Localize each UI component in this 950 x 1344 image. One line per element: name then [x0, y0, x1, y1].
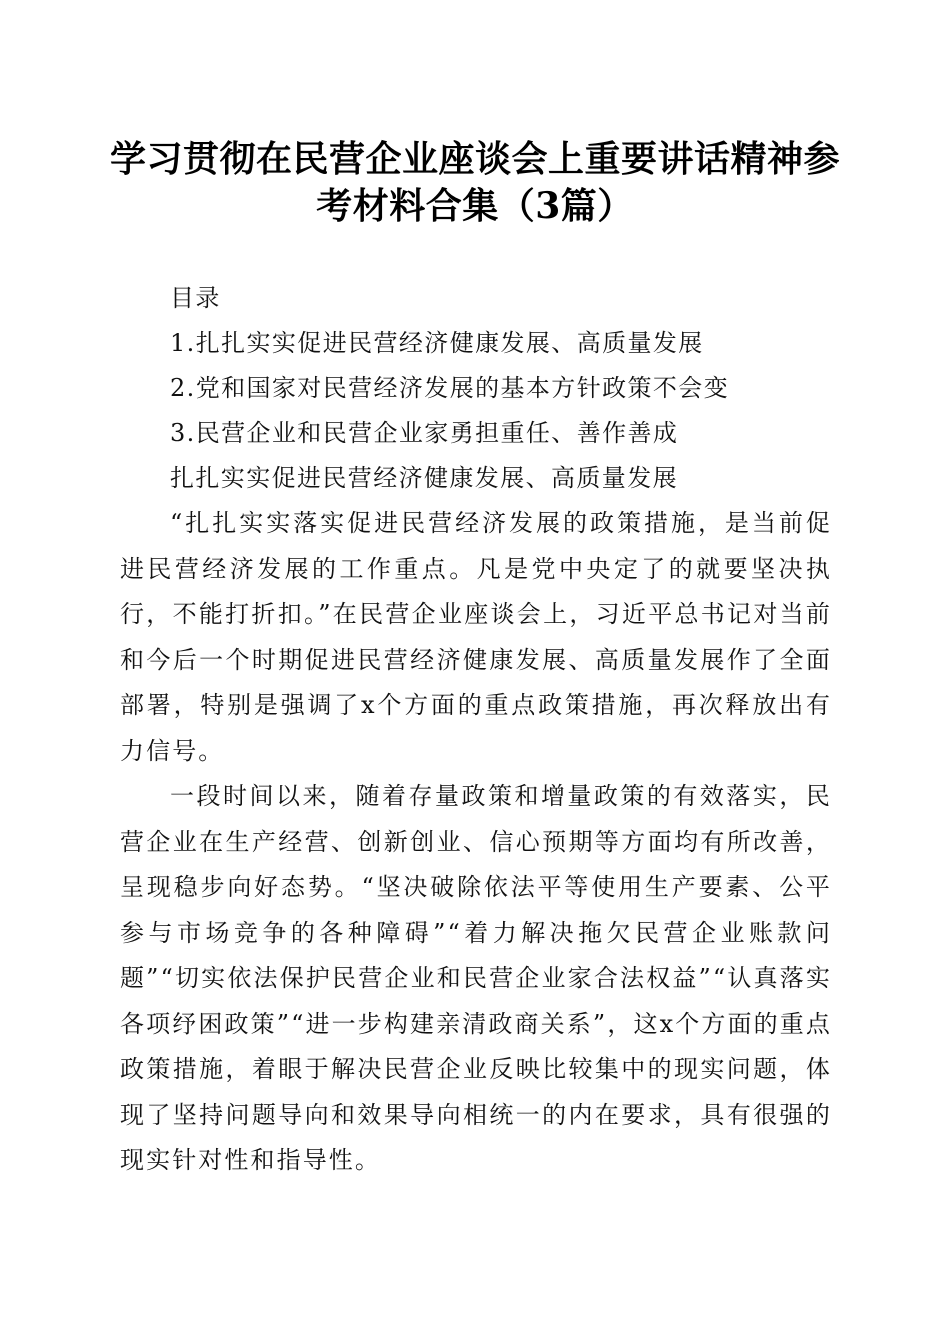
document-title	[100, 136, 850, 230]
toc-item-3: 3.民营企业和民营企业家勇担重任、善作善成	[170, 419, 679, 447]
toc-item-2: 2.党和国家对民营经济发展的基本方针政策不会变	[170, 374, 730, 402]
section-heading: 扎扎实实促进民营经济健康发展、高质量发展	[170, 464, 678, 492]
title-line-1: 学习贯彻在民营企业座谈会上重要讲话精神参	[109, 138, 840, 180]
title-line-2: 考材料合集（3篇）	[316, 185, 634, 227]
document-body	[120, 276, 832, 1184]
paragraph-2: 一段时间以来，随着存量政策和增量政策的有效落实，民营企业在生产经营、创新创业、信心预期等方面均有所改善，呈现稳步向好态势。“坚决破除依法平等使用生产要素、公平参与市场竞争的各种障碍”“着力解决拖欠民营企业账款问题”“切实依法保护民营企业和民营企业家合法权益”“认真落实各项纾困政策”“进一步构建亲清政商关系”，这x个方面的重点政策措施，着眼于解决民营企业反映比较集中的现实问题，体现了坚持问题导向和效果导向相统一的内在要求，具有很强的现实针对性和指导性。	[120, 782, 832, 1174]
toc-item-1: 1.扎扎实实促进民营经济健康发展、高质量发展	[170, 329, 704, 357]
paragraph-1: “扎扎实实落实促进民营经济发展的政策措施，是当前促进民营经济发展的工作重点。凡是党中央定了的就要坚决执行，不能打折扣。”在民营企业座谈会上，习近平总书记对当前和今后一个时期促进民营经济健康发展、高质量发展作了全面部署，特别是强调了x个方面的重点政策措施，再次释放出有力信号。	[120, 509, 832, 765]
toc-heading: 目录	[170, 284, 221, 312]
